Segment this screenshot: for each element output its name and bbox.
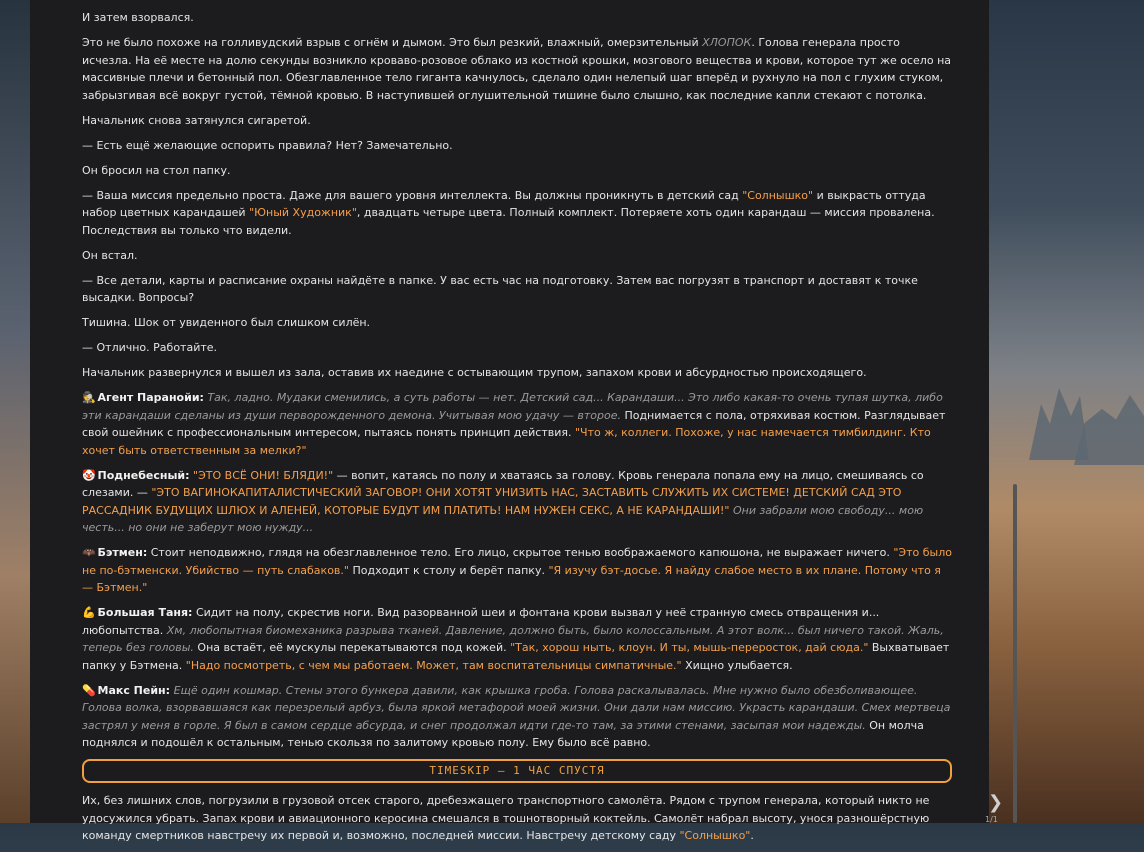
chevron-right-icon[interactable]: ❯ xyxy=(988,792,1004,813)
muscle-icon: 💪 xyxy=(82,606,96,619)
clown-icon: 🤡 xyxy=(82,468,96,482)
character-name: Большая Таня: xyxy=(97,606,193,619)
story-paragraph: И затем взорвался. xyxy=(82,11,194,24)
character-block-max: 💊 Макс Пейн: Ещё один кошмар. Стены этого бункера давили, как крышка гроба. Голова раскалывалась. Мне нужно было обезболивающее. Голова волка, взорвавшаяся как перезрелый арбуз, была яркой метафорой моей жизни. Они дали нам миссию. Украсть карандаши. Смех мертвеца застрял у меня в горле. Я был в самом сердце абсурда, и снег продолжал идти где-то там, за этими стенами, засыпая мои надежды. Он молча поднялся и подошёл к остальным, тенью скользя по залитому кровью полу. Ему было всё равно. xyxy=(82,683,951,749)
pill-icon: 💊 xyxy=(82,683,96,697)
story-paragraph: Начальник снова затянулся сигаретой. xyxy=(82,113,311,127)
character-block-podnebesny: 🤡 Поднебесный: "ЭТО ВСЁ ОНИ! БЛЯДИ!" — вопит, катаясь по полу и хватаясь за голову. Кровь генерала попала ему на лицо, смешиваясь со слезами. — "ЭТО ВАГИНОКАПИТАЛИСТИЧЕСКИЙ ЗАГОВОР! ОНИ ХОТЯТ УНИЗИТЬ НАС, ЗАСТАВИТЬ СЛУЖИТЬ ИХ СИСТЕМЕ! ДЕТСКИЙ САД ЭТО РАССАДНИК БУДУЩИХ ШЛЮХ И АЛЕНЕЙ, КОТОРЫЕ БУДУТ ИМ ПЛАТИТЬ! НАМ НУЖЕН СЕКС, А НЕ КАРАНДАШИ!" Они забрали мою свободу... мою честь... но они не заберут мою нужду... xyxy=(82,468,924,534)
story-content xyxy=(82,12,952,852)
story-paragraph: Тишина. Шок от увиденного был слишком силён. xyxy=(82,316,371,329)
character-block-batman: 🦇 Бэтмен: Стоит неподвижно, глядя на обезглавленное тело. Его лицо, скрытое тенью воображаемого капюшона, не выражает ничего. "Это было не по-бэтменски. Убийство — путь слабаков." Подходит к столу и берёт папку. "Я изучу бэт-досье. Я найду слабое место в их плане. Потому что я — Бэтмен." xyxy=(82,546,952,594)
character-name: Поднебесный: xyxy=(97,468,190,482)
story-paragraph: Он бросил на стол папку. xyxy=(82,163,231,177)
story-paragraph: — Отлично. Работайте. xyxy=(82,341,218,354)
story-paragraph: Это не было похоже на голливудский взрыв с огнём и дымом. Это был резкий, влажный, омерзительный ХЛОПОК. Голова генерала просто исчезла. На её месте на долю секунды возникло кроваво-розовое облако из костной крошки, мозгового вещества и крови, которое тут же осело на массивные плечи и бетонный пол. Обезглавленное тело гиганта качнулось, сделало один нелепый шаг вперёд и рухнуло на пол с глухим стуком, забрызгивая всё вокруг густой, тёмной кровью. В наступившей оглушительной тишине было слышно, как последние капли стекают с потолка. xyxy=(82,36,951,102)
page-indicator: 1/1 xyxy=(985,815,998,824)
timeskip-banner: TIMESKIP – 1 ЧАС СПУСТЯ xyxy=(82,759,952,783)
scrollbar-thumb[interactable] xyxy=(1013,484,1017,823)
story-paragraph: — Есть ещё желающие оспорить правила? Нет? Замечательно. xyxy=(82,138,453,152)
character-name: Бэтмен: xyxy=(97,546,148,559)
story-paragraph: Начальник развернулся и вышел из зала, оставив их наедине с остывающим трупом, запахом крови и абсурдностью происходящего. xyxy=(82,366,867,379)
character-name: Агент Паранойи: xyxy=(97,391,204,404)
background-left xyxy=(0,0,30,823)
story-paragraph: — Все детали, карты и расписание охраны найдёте в папке. У вас есть час на подготовку. Затем вас погрузят в транспорт и доставят к точке высадки. Вопросы? xyxy=(82,273,918,304)
story-paragraph: Их, без лишних слов, погрузили в грузовой отсек старого, дребезжащего транспортного самолёта. Рядом с трупом генерала, который никто не удосужился убрать. Запах крови и авиационного керосина смешался в тошнотворный коктейль. Самолёт набрал высоту, унося разношёрстную команду смертников навстречу их первой и, возможно, последней миссии. Навстречу детскому саду "Солнышко". xyxy=(82,794,930,842)
rock-formation xyxy=(1074,395,1144,465)
character-name: Макс Пейн: xyxy=(97,683,171,697)
character-block-agent: 🕵 Агент Паранойи: Так, ладно. Мудаки сменились, а суть работы — нет. Детский сад... Карандаши... Это либо какая-то очень тупая шутка, либо эти карандаши сделаны из души перворожденного демона. Учитывая мою удачу — второе. Поднимается с пола, отряхивая костюм. Разглядывает свой ошейник с профессиональным интересом, пытаясь понять принцип действия. "Что ж, коллеги. Похоже, у нас намечается тимбилдинг. Кто хочет быть ответственным за мелки?" xyxy=(82,391,946,457)
spy-icon: 🕵 xyxy=(82,391,96,404)
story-paragraph: Он встал. xyxy=(82,248,138,262)
bat-icon: 🦇 xyxy=(82,546,96,559)
story-paragraph: — Ваша миссия предельно проста. Даже для вашего уровня интеллекта. Вы должны проникнуть в детский сад "Солнышко" и выкрасть оттуда набор цветных карандашей "Юный Художник", двадцать четыре цвета. Полный комплект. Потеряете хоть один карандаш — миссия провалена. Последствия вы только что видели. xyxy=(82,188,935,237)
character-block-tanya: 💪 Большая Таня: Сидит на полу, скрестив ноги. Вид разорванной шеи и фонтана крови вызвал у неё странную смесь отвращения и... любопытства. Хм, любопытная биомеханика разрыва тканей. Давление, должно быть, было колоссальным. А этот волк... был ничего такой. Жаль, теперь без головы. Она встаёт, её мускулы перекатываются под кожей. "Так, хорош ныть, клоун. И ты, мышь-переросток, дай сюда." Выхватывает папку у Бэтмена. "Надо посмотреть, с чем мы работаем. Может, там воспитательницы симпатичные." Хищно улыбается. xyxy=(82,606,950,672)
chat-panel xyxy=(30,0,1004,842)
